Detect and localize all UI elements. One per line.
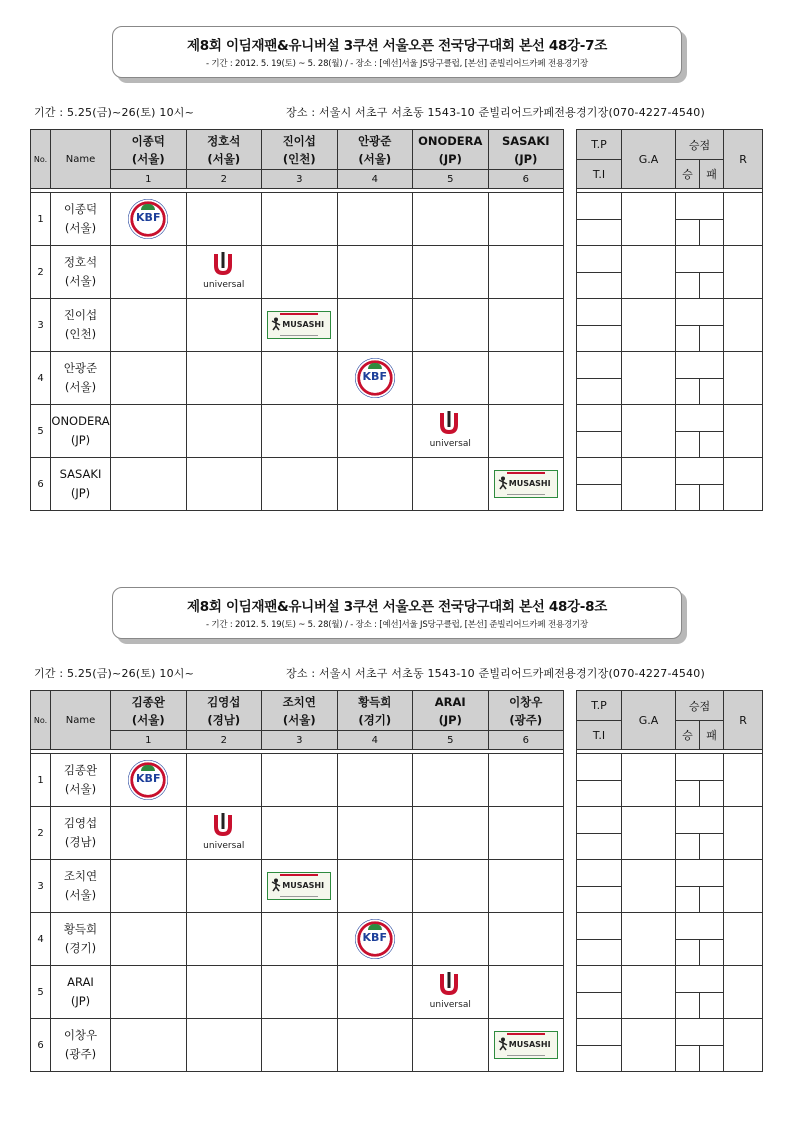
win-cell[interactable]: [676, 484, 700, 511]
row-player-name: 이창우 (광주): [51, 1019, 111, 1072]
score-cell[interactable]: [413, 352, 489, 405]
score-cell[interactable]: [488, 246, 564, 299]
stats-row: [577, 860, 763, 887]
self-match-cell: [337, 913, 413, 966]
row-player-name: 정호석 (서울): [51, 246, 111, 299]
score-cell[interactable]: [111, 913, 187, 966]
musashi-logo-icon: MUSASHI: [494, 1031, 558, 1059]
stats-table: [576, 690, 763, 1072]
self-match-cell: [186, 807, 262, 860]
tp-cell[interactable]: [577, 1019, 622, 1046]
row-player-name: 김영섭 (경남): [51, 807, 111, 860]
score-cell[interactable]: [413, 807, 489, 860]
column-number: 5: [413, 170, 489, 189]
stats-row: [577, 754, 763, 781]
ga-cell[interactable]: [622, 352, 676, 405]
column-number: 1: [111, 731, 187, 750]
column-player-header: 김종완 (서울): [111, 691, 187, 731]
column-number: 2: [186, 170, 262, 189]
loss-cell[interactable]: [700, 833, 724, 860]
match-period: 기간 : 5.25(금)~26(토) 10시~: [34, 667, 195, 680]
column-number: 6: [488, 170, 564, 189]
tp-cell[interactable]: [577, 913, 622, 940]
score-cell[interactable]: [111, 807, 187, 860]
loss-cell[interactable]: [700, 219, 724, 246]
ti-cell[interactable]: [577, 939, 622, 966]
tp-cell[interactable]: [577, 246, 622, 273]
score-cell[interactable]: [337, 193, 413, 246]
column-number: 4: [337, 731, 413, 750]
ti-cell[interactable]: [577, 431, 622, 458]
column-player-header: 김영섭 (경남): [186, 691, 262, 731]
column-number: 5: [413, 731, 489, 750]
ga-header: G.A: [622, 130, 676, 189]
ti-header: T.I: [577, 160, 622, 189]
win-cell[interactable]: [676, 431, 700, 458]
table-row: [31, 913, 564, 966]
score-cell[interactable]: [262, 913, 338, 966]
column-player-header: 정호석 (서울): [186, 130, 262, 170]
score-cell[interactable]: [337, 754, 413, 807]
stats-row: [577, 1019, 763, 1046]
score-cell[interactable]: [413, 913, 489, 966]
row-number: 2: [31, 246, 51, 299]
row-player-name: SASAKI (JP): [51, 458, 111, 511]
ga-cell[interactable]: [622, 246, 676, 299]
points-cell[interactable]: [676, 754, 724, 781]
score-cell[interactable]: [111, 860, 187, 913]
kbf-logo-icon: KBF: [355, 919, 395, 959]
ti-cell[interactable]: [577, 378, 622, 405]
score-cell[interactable]: [337, 405, 413, 458]
win-cell[interactable]: [676, 833, 700, 860]
tp-cell[interactable]: [577, 299, 622, 326]
score-cell[interactable]: [262, 352, 338, 405]
ga-cell[interactable]: [622, 1019, 676, 1072]
tournament-subtitle: - 기간 : 2012. 5. 19(토) ~ 5. 28(월) / - 장소 : [예선]서울 JS당구클럽, [본선] 준빌리어드카페 전용경기장: [205, 620, 588, 630]
self-match-cell: [488, 458, 564, 511]
universal-logo-icon: universal: [193, 813, 255, 853]
rank-cell[interactable]: [724, 299, 763, 352]
ga-cell[interactable]: [622, 458, 676, 511]
win-header: 승: [676, 721, 700, 750]
self-match-cell: [262, 860, 338, 913]
ti-cell[interactable]: [577, 484, 622, 511]
match-venue: 장소 : 서울시 서초구 서초동 1543-10 준빌리어드카페전용경기장(070-4227-4540): [286, 106, 705, 119]
stats-row: [577, 405, 763, 432]
points-cell[interactable]: [676, 299, 724, 326]
no-header: No.: [31, 130, 51, 189]
table-row: [31, 405, 564, 458]
rank-cell[interactable]: [724, 458, 763, 511]
self-match-cell: [337, 352, 413, 405]
stats-row: [577, 807, 763, 834]
win-cell[interactable]: [676, 378, 700, 405]
score-cell[interactable]: [337, 246, 413, 299]
rank-header: R: [724, 130, 763, 189]
loss-header: 패: [700, 721, 724, 750]
score-cell[interactable]: [262, 246, 338, 299]
name-header: Name: [51, 130, 111, 189]
row-number: 6: [31, 1019, 51, 1072]
score-cell[interactable]: [186, 193, 262, 246]
table-row: [31, 807, 564, 860]
rank-cell[interactable]: [724, 913, 763, 966]
column-player-header: SASAKI (JP): [488, 130, 564, 170]
column-number: 4: [337, 170, 413, 189]
ti-header: T.I: [577, 721, 622, 750]
tp-cell[interactable]: [577, 352, 622, 379]
row-number: 1: [31, 754, 51, 807]
column-player-header: 안광준 (서울): [337, 130, 413, 170]
tp-header: T.P: [577, 691, 622, 721]
score-cell[interactable]: [488, 352, 564, 405]
table-row: [31, 1019, 564, 1072]
score-cell[interactable]: [413, 299, 489, 352]
score-cell[interactable]: [413, 458, 489, 511]
score-cell[interactable]: [262, 405, 338, 458]
rank-cell[interactable]: [724, 352, 763, 405]
column-player-header: 이종덕 (서울): [111, 130, 187, 170]
score-cell[interactable]: [186, 1019, 262, 1072]
score-cell[interactable]: [337, 299, 413, 352]
score-cell[interactable]: [262, 1019, 338, 1072]
row-number: 6: [31, 458, 51, 511]
universal-logo-icon: universal: [419, 972, 481, 1012]
rank-cell[interactable]: [724, 193, 763, 246]
loss-cell[interactable]: [700, 886, 724, 913]
score-cell[interactable]: [186, 966, 262, 1019]
row-player-name: 김종완 (서울): [51, 754, 111, 807]
score-cell[interactable]: [262, 754, 338, 807]
score-cell[interactable]: [488, 299, 564, 352]
stats-row: [577, 246, 763, 273]
tp-cell[interactable]: [577, 966, 622, 993]
table-row: [31, 246, 564, 299]
row-number: 4: [31, 352, 51, 405]
column-number: 3: [262, 170, 338, 189]
points-cell[interactable]: [676, 1019, 724, 1046]
rank-cell[interactable]: [724, 807, 763, 860]
match-venue: 장소 : 서울시 서초구 서초동 1543-10 준빌리어드카페전용경기장(070-4227-4540): [286, 667, 705, 680]
ga-cell[interactable]: [622, 913, 676, 966]
score-cell[interactable]: [111, 405, 187, 458]
score-cell[interactable]: [111, 246, 187, 299]
loss-cell[interactable]: [700, 378, 724, 405]
universal-logo-icon: universal: [193, 252, 255, 292]
tp-header: T.P: [577, 130, 622, 160]
round-robin-table: [30, 129, 564, 511]
win-cell[interactable]: [676, 1045, 700, 1072]
score-cell[interactable]: [413, 193, 489, 246]
score-cell[interactable]: [186, 754, 262, 807]
ga-cell[interactable]: [622, 860, 676, 913]
self-match-cell: [413, 405, 489, 458]
rank-cell[interactable]: [724, 405, 763, 458]
stats-table: [576, 129, 763, 511]
score-cell[interactable]: [111, 299, 187, 352]
name-header: Name: [51, 691, 111, 750]
kbf-logo-icon: KBF: [128, 760, 168, 800]
column-number: 2: [186, 731, 262, 750]
musashi-logo-icon: MUSASHI: [494, 470, 558, 498]
tournament-title: 제8회 이딤재팬&유니버설 3쿠션 서울오픈 전국당구대회 본선 48강-8조: [187, 599, 607, 615]
tournament-title: 제8회 이딤재팬&유니버설 3쿠션 서울오픈 전국당구대회 본선 48강-7조: [187, 38, 607, 54]
row-player-name: 이종덕 (서울): [51, 193, 111, 246]
row-number: 3: [31, 299, 51, 352]
stats-row: [577, 352, 763, 379]
score-cell[interactable]: [186, 352, 262, 405]
ti-cell[interactable]: [577, 886, 622, 913]
loss-cell[interactable]: [700, 1045, 724, 1072]
column-player-header: 진이섭 (인천): [262, 130, 338, 170]
rank-cell[interactable]: [724, 1019, 763, 1072]
tp-cell[interactable]: [577, 807, 622, 834]
score-cell[interactable]: [111, 1019, 187, 1072]
kbf-logo-icon: KBF: [355, 358, 395, 398]
score-cell[interactable]: [262, 193, 338, 246]
rank-cell[interactable]: [724, 860, 763, 913]
stats-row: [577, 913, 763, 940]
score-cell[interactable]: [111, 458, 187, 511]
row-number: 1: [31, 193, 51, 246]
rank-header: R: [724, 691, 763, 750]
kbf-logo-icon: KBF: [128, 199, 168, 239]
score-cell[interactable]: [337, 1019, 413, 1072]
score-cell[interactable]: [337, 860, 413, 913]
self-match-cell: [413, 966, 489, 1019]
points-cell[interactable]: [676, 860, 724, 887]
row-player-name: 진이섭 (인천): [51, 299, 111, 352]
score-cell[interactable]: [488, 860, 564, 913]
row-number: 4: [31, 913, 51, 966]
column-player-header: ONODERA (JP): [413, 130, 489, 170]
self-match-cell: [111, 754, 187, 807]
self-match-cell: [186, 246, 262, 299]
score-cell[interactable]: [488, 966, 564, 1019]
score-cell[interactable]: [488, 807, 564, 860]
ga-cell[interactable]: [622, 807, 676, 860]
ti-cell[interactable]: [577, 219, 622, 246]
score-cell[interactable]: [337, 807, 413, 860]
ga-cell[interactable]: [622, 299, 676, 352]
row-player-name: 조치연 (서울): [51, 860, 111, 913]
tournament-subtitle: - 기간 : 2012. 5. 19(토) ~ 5. 28(월) / - 장소 : [예선]서울 JS당구클럽, [본선] 준빌리어드카페 전용경기장: [205, 59, 588, 69]
ti-cell[interactable]: [577, 833, 622, 860]
loss-cell[interactable]: [700, 431, 724, 458]
loss-cell[interactable]: [700, 939, 724, 966]
win-cell[interactable]: [676, 780, 700, 807]
self-match-cell: [111, 193, 187, 246]
win-cell[interactable]: [676, 219, 700, 246]
rank-cell[interactable]: [724, 246, 763, 299]
points-header: 승점: [676, 130, 724, 160]
score-cell[interactable]: [488, 913, 564, 966]
tp-cell[interactable]: [577, 754, 622, 781]
points-cell[interactable]: [676, 405, 724, 432]
score-cell[interactable]: [488, 193, 564, 246]
win-header: 승: [676, 160, 700, 189]
column-player-header: 황득희 (경기): [337, 691, 413, 731]
score-cell[interactable]: [413, 860, 489, 913]
loss-header: 패: [700, 160, 724, 189]
table-row: [31, 352, 564, 405]
table-row: [31, 193, 564, 246]
rank-cell[interactable]: [724, 966, 763, 1019]
match-period: 기간 : 5.25(금)~26(토) 10시~: [34, 106, 195, 119]
score-cell[interactable]: [262, 458, 338, 511]
stats-row: [577, 193, 763, 220]
column-number: 3: [262, 731, 338, 750]
score-cell[interactable]: [186, 299, 262, 352]
score-cell[interactable]: [413, 246, 489, 299]
points-cell[interactable]: [676, 966, 724, 993]
musashi-logo-icon: MUSASHI: [267, 872, 331, 900]
score-cell[interactable]: [186, 913, 262, 966]
row-number: 5: [31, 405, 51, 458]
table-row: [31, 458, 564, 511]
ga-cell[interactable]: [622, 405, 676, 458]
win-cell[interactable]: [676, 272, 700, 299]
loss-cell[interactable]: [700, 992, 724, 1019]
ga-cell[interactable]: [622, 754, 676, 807]
loss-cell[interactable]: [700, 272, 724, 299]
table-row: [31, 754, 564, 807]
row-number: 3: [31, 860, 51, 913]
tp-cell[interactable]: [577, 860, 622, 887]
row-player-name: ONODERA (JP): [51, 405, 111, 458]
points-cell[interactable]: [676, 807, 724, 834]
tp-cell[interactable]: [577, 193, 622, 220]
points-cell[interactable]: [676, 246, 724, 273]
ti-cell[interactable]: [577, 780, 622, 807]
row-number: 5: [31, 966, 51, 1019]
loss-cell[interactable]: [700, 325, 724, 352]
win-cell[interactable]: [676, 939, 700, 966]
score-cell[interactable]: [111, 966, 187, 1019]
ti-cell[interactable]: [577, 325, 622, 352]
score-cell[interactable]: [488, 405, 564, 458]
row-player-name: ARAI (JP): [51, 966, 111, 1019]
table-row: [31, 966, 564, 1019]
ti-cell[interactable]: [577, 272, 622, 299]
column-player-header: 조치연 (서울): [262, 691, 338, 731]
score-cell[interactable]: [413, 754, 489, 807]
points-cell[interactable]: [676, 458, 724, 485]
score-cell[interactable]: [111, 352, 187, 405]
ti-cell[interactable]: [577, 992, 622, 1019]
column-number: 1: [111, 170, 187, 189]
table-row: [31, 299, 564, 352]
tp-cell[interactable]: [577, 405, 622, 432]
row-number: 2: [31, 807, 51, 860]
title-banner: [112, 587, 682, 639]
ti-cell[interactable]: [577, 1045, 622, 1072]
round-robin-table: [30, 690, 564, 1072]
points-cell[interactable]: [676, 352, 724, 379]
loss-cell[interactable]: [700, 780, 724, 807]
table-row: [31, 860, 564, 913]
points-cell[interactable]: [676, 913, 724, 940]
score-cell[interactable]: [413, 1019, 489, 1072]
score-cell[interactable]: [262, 966, 338, 1019]
column-number: 6: [488, 731, 564, 750]
win-cell[interactable]: [676, 992, 700, 1019]
score-cell[interactable]: [262, 807, 338, 860]
score-cell[interactable]: [337, 966, 413, 1019]
loss-cell[interactable]: [700, 484, 724, 511]
self-match-cell: [488, 1019, 564, 1072]
win-cell[interactable]: [676, 325, 700, 352]
universal-logo-icon: universal: [419, 411, 481, 451]
ga-cell[interactable]: [622, 966, 676, 1019]
points-cell[interactable]: [676, 193, 724, 220]
rank-cell[interactable]: [724, 754, 763, 807]
score-cell[interactable]: [337, 458, 413, 511]
ga-cell[interactable]: [622, 193, 676, 246]
stats-row: [577, 299, 763, 326]
score-cell[interactable]: [186, 405, 262, 458]
score-cell[interactable]: [488, 754, 564, 807]
score-cell[interactable]: [186, 860, 262, 913]
no-header: No.: [31, 691, 51, 750]
points-header: 승점: [676, 691, 724, 721]
title-banner: [112, 26, 682, 78]
score-cell[interactable]: [186, 458, 262, 511]
self-match-cell: [262, 299, 338, 352]
row-player-name: 황득희 (경기): [51, 913, 111, 966]
stats-row: [577, 458, 763, 485]
tp-cell[interactable]: [577, 458, 622, 485]
musashi-logo-icon: MUSASHI: [267, 311, 331, 339]
ga-header: G.A: [622, 691, 676, 750]
column-player-header: ARAI (JP): [413, 691, 489, 731]
row-player-name: 안광준 (서울): [51, 352, 111, 405]
win-cell[interactable]: [676, 886, 700, 913]
stats-row: [577, 966, 763, 993]
column-player-header: 이창우 (광주): [488, 691, 564, 731]
